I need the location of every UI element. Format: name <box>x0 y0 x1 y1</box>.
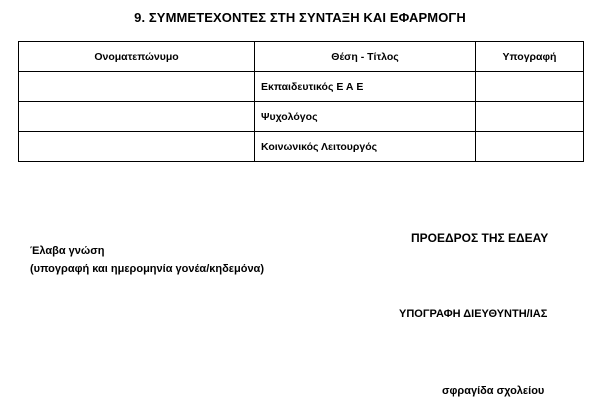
name-cell[interactable] <box>19 72 255 102</box>
acknowledgement-label: Έλαβα γνώση <box>30 245 105 257</box>
table-row <box>19 72 584 102</box>
director-signature-label: ΥΠΟΓΡΑΦΗ ΔΙΕΥΘΥΝΤΗ/ΙΑΣ <box>399 308 548 320</box>
school-stamp-label: σφραγίδα σχολείου <box>442 385 545 397</box>
signature-cell[interactable] <box>476 132 584 162</box>
signature-cell[interactable] <box>476 72 584 102</box>
table-row <box>19 102 584 132</box>
title-cell: Κοινωνικός Λειτουργός <box>255 132 476 162</box>
title-cell: Εκπαιδευτικός Ε Α Ε <box>255 72 476 102</box>
header-name: Ονοματεπώνυμο <box>19 42 255 72</box>
signature-cell[interactable] <box>476 102 584 132</box>
name-cell[interactable] <box>19 132 255 162</box>
table-row <box>19 132 584 162</box>
chair-label: ΠΡΟΕΔΡΟΣ ΤΗΣ ΕΔΕΑΥ <box>411 231 549 245</box>
acknowledgement-note: (υπογραφή και ημερομηνία γονέα/κηδεμόνα) <box>30 263 264 275</box>
title-cell: Ψυχολόγος <box>255 102 476 132</box>
header-signature: Υπογραφή <box>476 42 584 72</box>
name-cell[interactable] <box>19 102 255 132</box>
participants-table <box>18 41 584 162</box>
section-title: 9. ΣΥΜΜΕΤΕΧΟΝΤΕΣ ΣΤΗ ΣΥΝΤΑΞΗ ΚΑΙ ΕΦΑΡΜΟΓΗ <box>134 10 466 25</box>
header-title: Θέση - Τίτλος <box>255 42 476 72</box>
table-header-row <box>19 42 584 72</box>
